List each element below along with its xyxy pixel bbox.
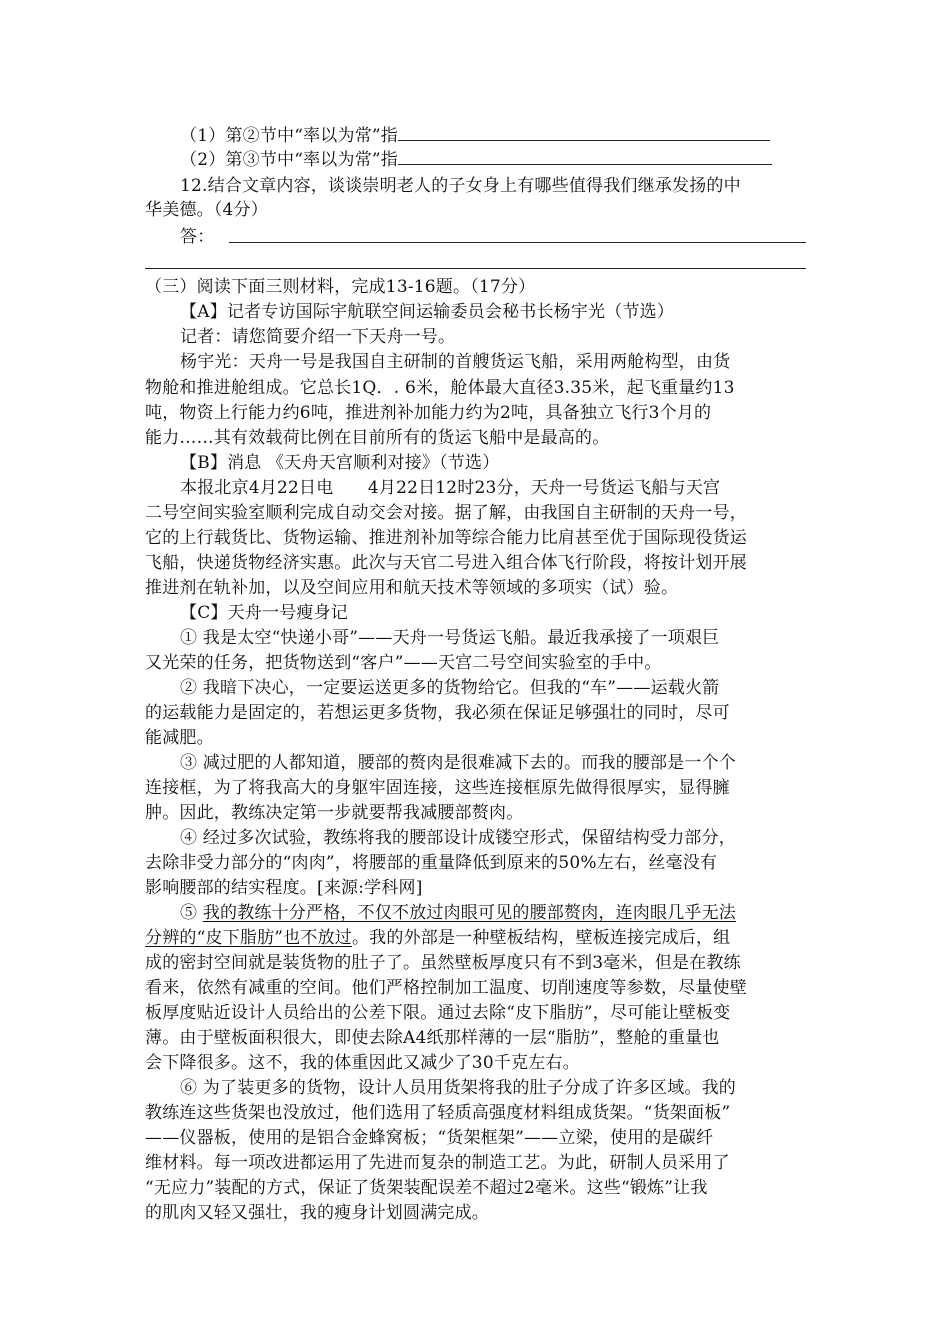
material-b-text: 推进剂在轨补加，以及空间应用和航天技术等领域的多项实（试）验。 (145, 578, 679, 598)
material-c-text: 又光荣的任务，把货物送到“客户”——天宫二号空间实验室的手中。 (145, 653, 662, 673)
material-c-text: 会下降很多。这不，我的体重因此又减少了30千克左右。 (145, 1053, 580, 1073)
material-b-text: 二号空间实验室顺利完成自动交会对接。据了解，由我国自主研制的天舟一号， (145, 503, 747, 523)
material-c-text: ④ 经过多次试验，教练将我的腰部设计成镂空形式，保留结构受力部分， (180, 828, 737, 848)
material-c-text: ③ 减过肥的人都知道，腰部的赘肉是很难减下去的。而我的腰部是一个个 (180, 753, 737, 773)
material-a-title: 【A】记者专访国际宇航联空间运输委员会秘书长杨宇光（节选） (180, 302, 675, 322)
material-a-text: 吨，物资上行能力约6吨，推进剂补加能力约为2吨，具备独立飞行3个月的 (145, 403, 712, 423)
q12-line-2: 华美德。（4分） (145, 200, 268, 220)
answer-line[interactable] (145, 268, 806, 269)
material-c-text: 连接框，为了将我高大的身躯牢固连接，这些连接框原先做得很厚实，显得臃 (145, 778, 730, 798)
material-c-text: ⑥ 为了装更多的货物，设计人员用货架将我的肚子分成了许多区域。我的 (180, 1078, 737, 1098)
material-c-text: 肿。因此，教练决定第一步就要帮我减腰部赘肉。 (145, 803, 524, 823)
q11-line-1: （1）第②节中“率以为常”指 (180, 124, 810, 148)
material-c-title: 【C】天舟一号瘦身记 (180, 603, 349, 623)
material-c-text: 维材料。每一项改进都运用了先进而复杂的制造工艺。为此，研制人员采用了 (145, 1153, 730, 1173)
material-c-text: 影响腰部的结实程度。[来源:学科网] (145, 878, 423, 898)
material-c-text: 看来，依然有减重的空间。他们严格控制加工温度、切削速度等参数，尽量使壁 (145, 978, 747, 998)
material-b-text: 本报北京4月22日电 4月22日12时23分，天舟一号货运飞船与天宫 (180, 478, 721, 498)
material-b-text: 它的上行载货比、货物运输、推进剂补加等综合能力比肩甚至优于国际现役货运 (145, 528, 747, 548)
material-c-text: “无应力”装配的方式，保证了货架装配误差不超过2毫米。这些“锻炼”让我 (145, 1178, 708, 1198)
material-a-text: 杨宇光：天舟一号是我国自主研制的首艘货运飞船，采用两舱构型，由货 (180, 352, 731, 372)
material-a-text: 能力……其有效载荷比例在目前所有的货运飞船中是最高的。 (145, 428, 610, 448)
material-c-text: 去除非受力部分的“肉肉”，将腰部的重量降低到原来的50%左右，丝毫没有 (145, 853, 718, 873)
material-c-text: 板厚度贴近设计人员给出的公差下限。通过去除“皮下脂肪”，尽可能让壁板变 (145, 1003, 731, 1023)
material-a-text: 记者：请您简要介绍一下天舟一号。 (180, 327, 456, 347)
material-c-text: 的肌肉又轻又强壮，我的瘦身计划圆满完成。 (145, 1203, 489, 1223)
material-c-text: ⑤ 我的教练十分严格，不仅不放过肉眼可见的腰部赘肉，连肉眼几乎无法 (180, 903, 737, 923)
material-c-text: 分辨的“皮下脂肪”也不放过。我的外部是一种壁板结构，壁板连接完成后，组 (145, 928, 731, 948)
material-b-text: 飞船，快递货物经济实惠。此次与天官二号进入组合体飞行阶段，将按计划开展 (145, 553, 747, 573)
material-b-title: 【B】消息 《天舟天宫顺利对接》（节选） (180, 453, 500, 473)
q11-line-2: （2）第③节中“率以为常”指 (180, 148, 810, 172)
material-c-text: ② 我暗下决心，一定要运送更多的货物给它。但我的“车”——运载火箭 (180, 678, 720, 698)
material-c-text: 成的密封空间就是装货物的肚子了。虽然壁板厚度只有不到3毫米，但是在教练 (145, 953, 741, 973)
answer-blank[interactable] (398, 124, 770, 141)
material-a-text: 物舱和推进舱组成。它总长1Q．. 6米，舱体最大直径3.35米，起飞重量约13 (145, 378, 735, 398)
answer-line[interactable] (229, 242, 806, 243)
answer-blank[interactable] (398, 148, 772, 165)
material-c-text: ① 我是太空“快递小哥”——天舟一号货运飞船。最近我承接了一项艰巨 (180, 628, 720, 648)
section-heading: （三）阅读下面三则材料，完成13-16题。（17分） (145, 277, 536, 297)
underlined-sentence: 分辨的“皮下脂肪”也不放过 (145, 928, 352, 948)
material-c-text: ——仪器板，使用的是铝合金蜂窝板；“货架框架”——立梁，使用的是碳纤 (145, 1128, 714, 1148)
material-c-text: 薄。由于壁板面积很大，即使去除A4纸那样薄的一层“脂肪”，整舱的重量也 (145, 1028, 720, 1048)
q12-answer-label: 答： (180, 227, 215, 247)
material-c-text: 教练连这些货架也没放过，他们选用了轻质高强度材料组成货架。“货架面板” (145, 1103, 731, 1123)
material-c-text: 能减肥。 (145, 728, 214, 748)
q12-line-1: 12.结合文章内容，谈谈崇明老人的子女身上有哪些值得我们继承发扬的中 (180, 176, 741, 196)
underlined-sentence: 我的教练十分严格，不仅不放过肉眼可见的腰部赘肉，连肉眼几乎无法 (202, 903, 737, 923)
material-c-text: 的运载能力是固定的，若想运更多货物，我必须在保证足够强壮的同时，尽可 (145, 703, 730, 723)
